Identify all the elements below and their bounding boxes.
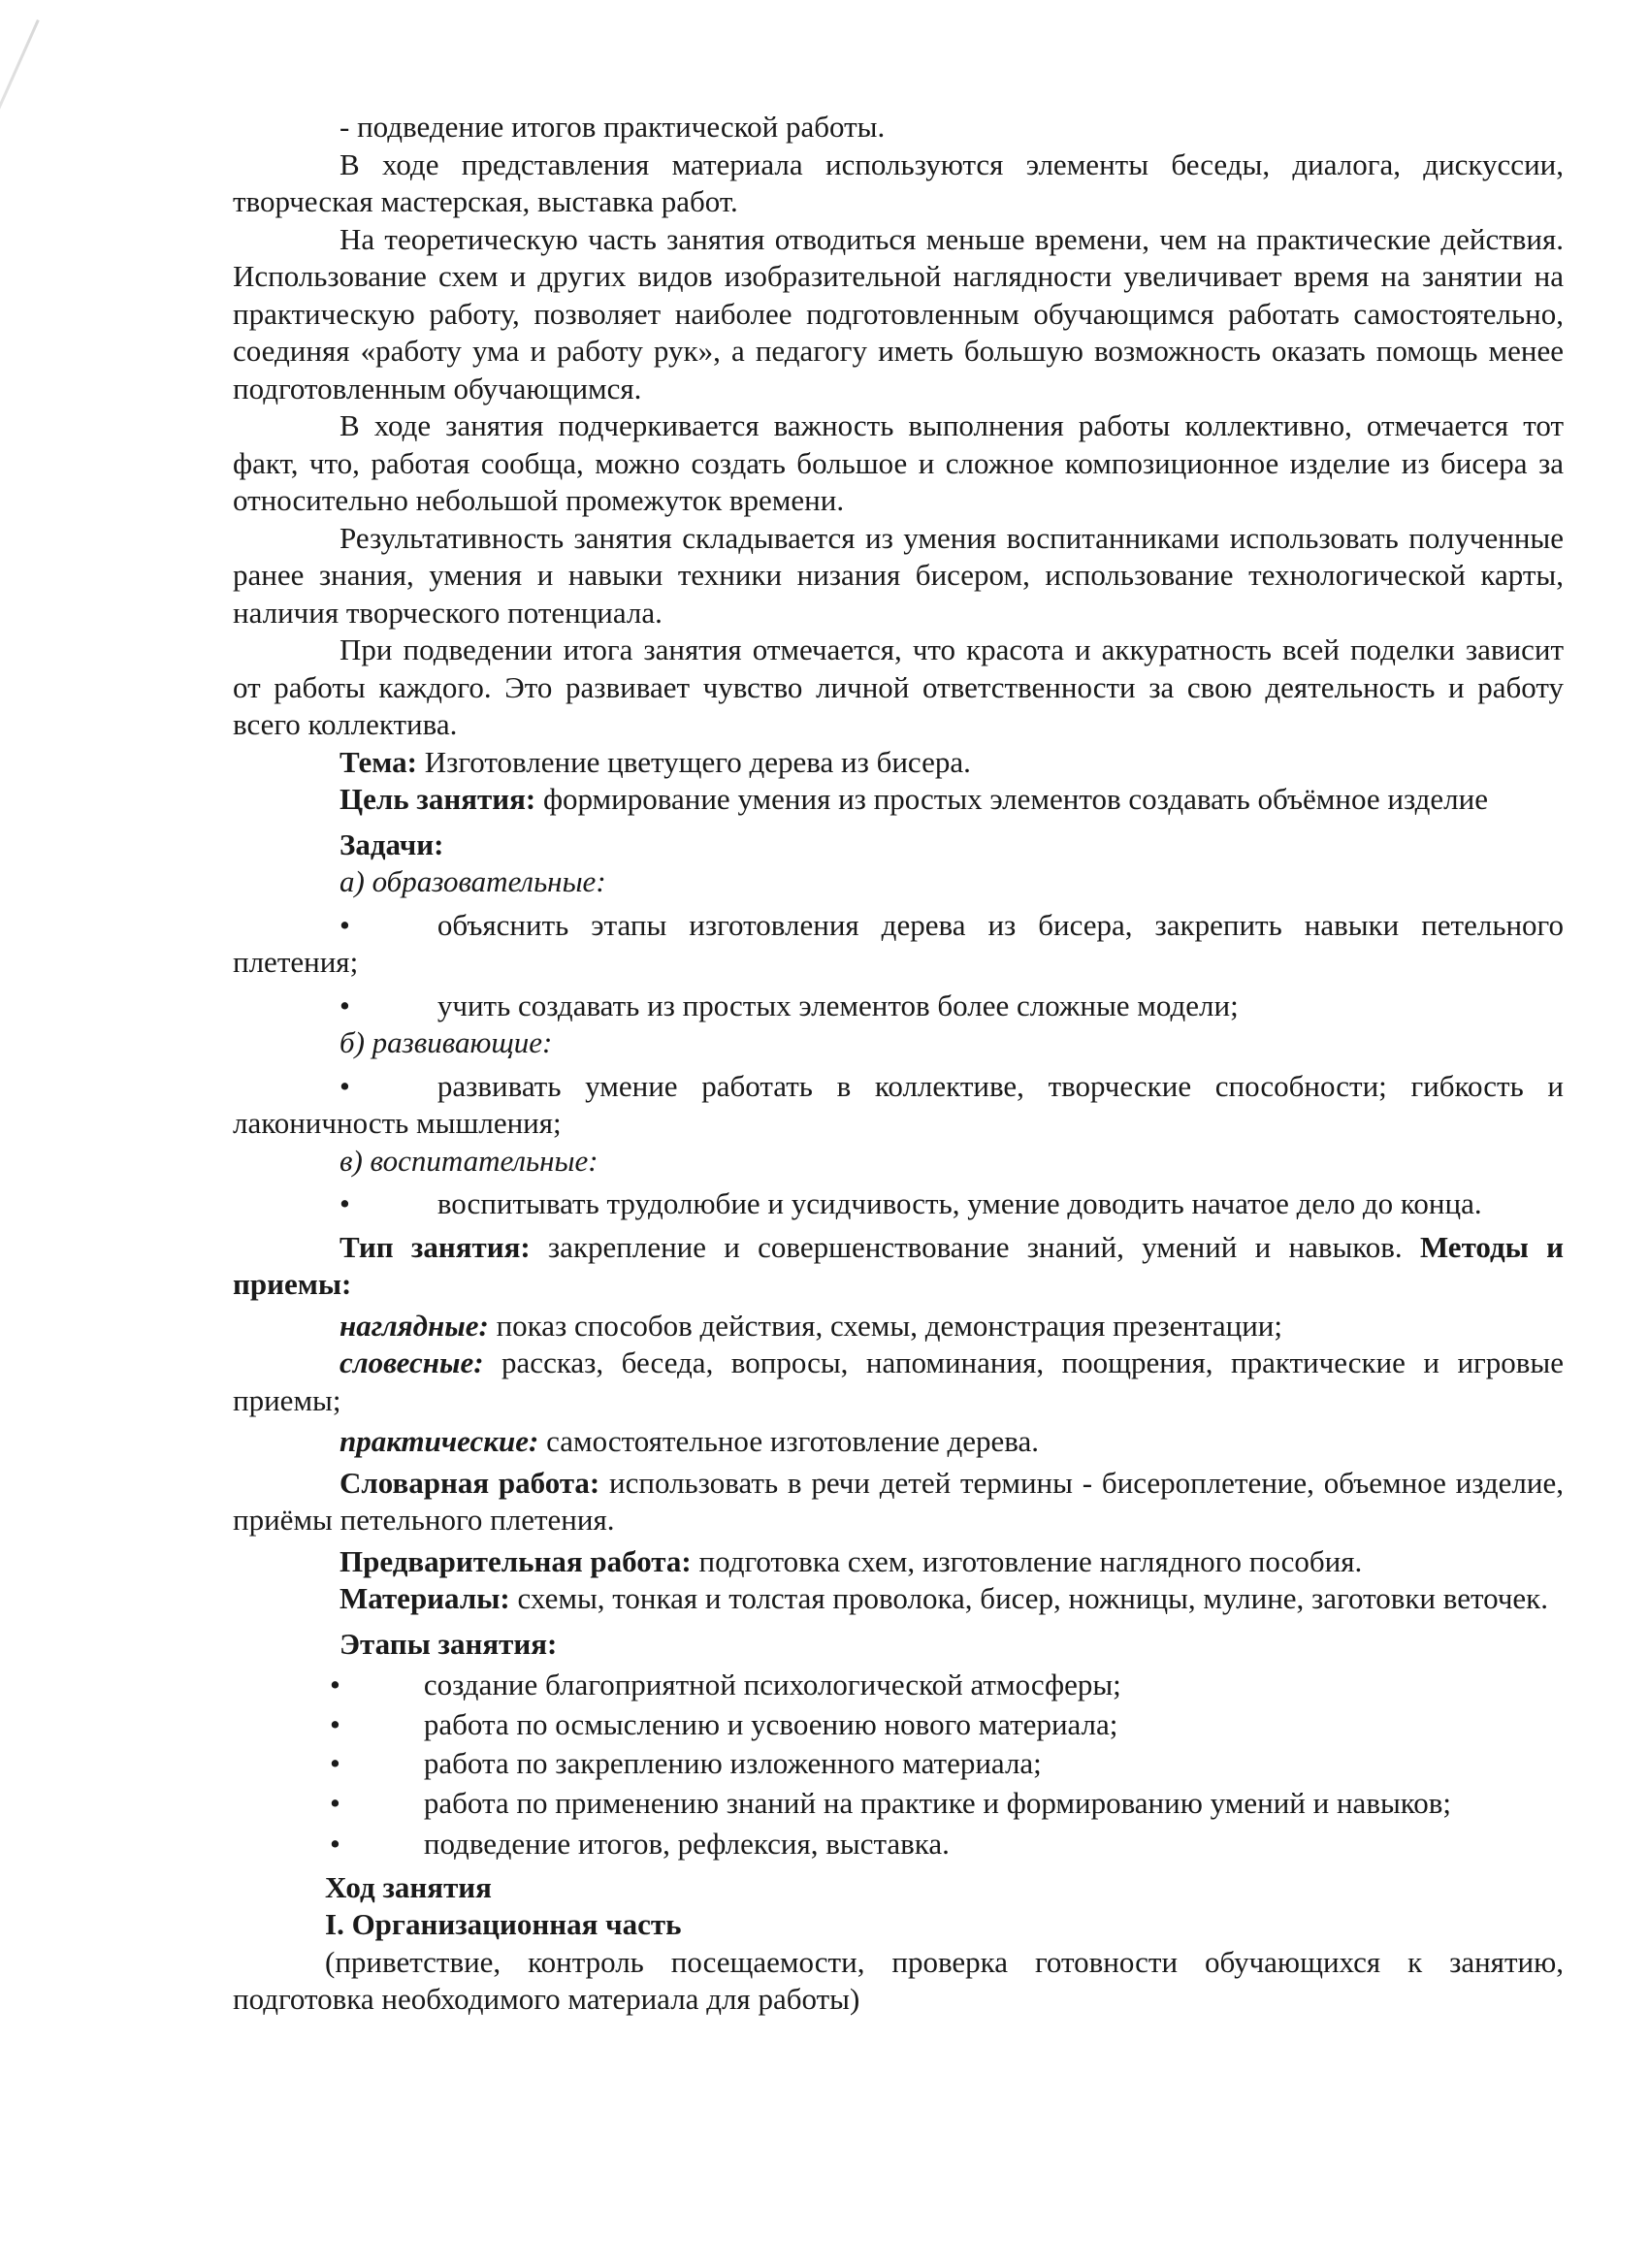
method-visual-line xyxy=(233,1308,1564,1345)
task-item-text: воспитывать трудолюбие и усидчивость, умение доводить начатое дело до конца. xyxy=(436,1186,1482,1220)
course-part1-heading: I. Организационная часть xyxy=(325,1907,682,1941)
course-heading: Ход занятия xyxy=(325,1869,492,1904)
method-visual-text: показ способов действия, схемы, демонстрация презентации; xyxy=(488,1308,1282,1343)
method-verbal-text: рассказ, беседа, вопросы, напоминания, поощрения, практические и игровые приемы; xyxy=(233,1345,1564,1417)
tasks-developing-label: б) развивающие: xyxy=(340,1025,553,1059)
lesson-type-text: закрепление и совершенствование знаний, умений и навыков. xyxy=(530,1229,1403,1264)
bullet-icon: • xyxy=(330,1827,340,1861)
method-practical-line xyxy=(233,1423,1564,1461)
bullet-icon: • xyxy=(340,1068,350,1103)
paragraph-collective: В ходе занятия подчеркивается важность выполнения работы коллективно, отмечается тот факт, что, работая сообща, можно создать большое и сложное композиционное изделие из бисера за относительно небольшой промежуток времени. xyxy=(233,408,1564,517)
tasks-upbringing-label: в) воспитательные: xyxy=(340,1143,598,1178)
stage-item-text: подведение итогов, рефлексия, выставка. xyxy=(423,1827,950,1861)
stage-item xyxy=(233,1785,1564,1823)
materials-label: Материалы: xyxy=(340,1581,510,1615)
stage-item-text: работа по закреплению изложенного материала; xyxy=(423,1746,1042,1780)
tasks-heading: Задачи: xyxy=(340,826,444,861)
vocabulary-label: Словарная работа: xyxy=(340,1465,600,1500)
preliminary-label: Предварительная работа: xyxy=(340,1543,692,1578)
bullet-icon: • xyxy=(330,1668,340,1701)
stage-item xyxy=(233,1826,1564,1863)
lesson-type-line xyxy=(233,1229,1564,1304)
methods-label: Методы и приемы: xyxy=(233,1229,1564,1301)
vocabulary-line xyxy=(233,1465,1564,1539)
lesson-type-label: Тип занятия: xyxy=(340,1229,531,1264)
paragraph-summary: При подведении итога занятия отмечается, что красота и аккуратность всей поделки зависит от работы каждого. Это развивает чувство личной ответственности за свою деятельность и работу всего коллектива. xyxy=(233,632,1564,741)
topic-label: Тема: xyxy=(340,744,417,779)
topic-text: Изготовление цветущего дерева из бисера. xyxy=(416,744,971,779)
bullet-icon: • xyxy=(340,907,350,942)
method-verbal-line xyxy=(233,1345,1564,1419)
materials-line xyxy=(233,1580,1564,1618)
stage-item xyxy=(233,1706,1564,1744)
tasks-educational-label: а) образовательные: xyxy=(340,864,606,898)
bullet-icon: • xyxy=(340,1186,350,1220)
stage-item xyxy=(233,1745,1564,1783)
method-visual-label: наглядные: xyxy=(340,1308,489,1343)
task-item-text: развивать умение работать в коллективе, творческие способности; гибкость и лаконичность мышления; xyxy=(233,1068,1564,1140)
goal-text: формирование умения из простых элементов создавать объёмное изделие xyxy=(535,782,1489,816)
bullet-icon: • xyxy=(330,1746,340,1780)
bullet-icon: • xyxy=(330,1706,340,1741)
task-item-text: учить создавать из простых элементов более сложные модели; xyxy=(436,988,1239,1022)
paragraph-summary-line: - подведение итогов практической работы. xyxy=(340,110,886,144)
task-item-text: объяснить этапы изготовления дерева из бисера, закрепить навыки петельного плетения; xyxy=(233,907,1564,979)
method-practical-text: самостоятельное изготовление дерева. xyxy=(538,1424,1040,1458)
materials-text: схемы, тонкая и толстая проволока, бисер, ножницы, мулине, заготовки веточек. xyxy=(509,1581,1548,1615)
paragraph-results: Результативность занятия складывается из умения воспитанниками использовать полученные ранее знания, умения и навыки техники низания бисером, использование технологической карты, наличия творческого потенциала. xyxy=(233,520,1564,630)
document-page xyxy=(233,109,1564,2019)
preliminary-text: подготовка схем, изготовление наглядного пособия. xyxy=(691,1543,1363,1578)
method-practical-label: практические: xyxy=(340,1424,539,1458)
topic-line xyxy=(233,744,1564,782)
task-item xyxy=(233,1068,1564,1143)
bullet-icon: • xyxy=(330,1785,340,1820)
method-verbal-label: словесные: xyxy=(340,1345,484,1379)
task-item xyxy=(233,1185,1564,1223)
preliminary-line xyxy=(233,1543,1564,1581)
task-item xyxy=(233,907,1564,982)
task-item xyxy=(233,988,1564,1025)
course-part1-text: (приветствие, контроль посещаемости, проверка готовности обучающихся к занятию, подготовка необходимого материала для работы) xyxy=(233,1944,1564,2016)
stage-item-text: работа по осмыслению и усвоению нового материала; xyxy=(423,1706,1118,1741)
goal-line xyxy=(233,781,1564,819)
vocabulary-text: использовать в речи детей термины - бисероплетение, объемное изделие, приёмы петельного плетения. xyxy=(233,1465,1564,1537)
stages-heading: Этапы занятия: xyxy=(340,1626,558,1661)
paragraph-theory: На теоретическую часть занятия отводиться меньше времени, чем на практические действия. Использование схем и других видов изобразительной наглядности увеличивает время на занятии на практическую работу, позволяет наиболее подготовленным обучающимся работать самостоятельно, соединяя «работу ума и работу рук», а педагогу иметь большую возможность оказать помощь менее подготовленным обучающимся. xyxy=(233,221,1564,405)
stage-item-text: создание благоприятной психологической атмосферы; xyxy=(423,1668,1121,1701)
goal-label: Цель занятия: xyxy=(340,782,536,816)
paragraph-presentation: В ходе представления материала используются элементы беседы, диалога, дискуссии, творческая мастерская, выставка работ. xyxy=(233,146,1564,218)
stage-item xyxy=(233,1667,1564,1704)
bullet-icon: • xyxy=(340,988,350,1022)
scan-edge-mark xyxy=(0,19,40,224)
stage-item-text: работа по применению знаний на практике и формированию умений и навыков; xyxy=(423,1785,1452,1820)
